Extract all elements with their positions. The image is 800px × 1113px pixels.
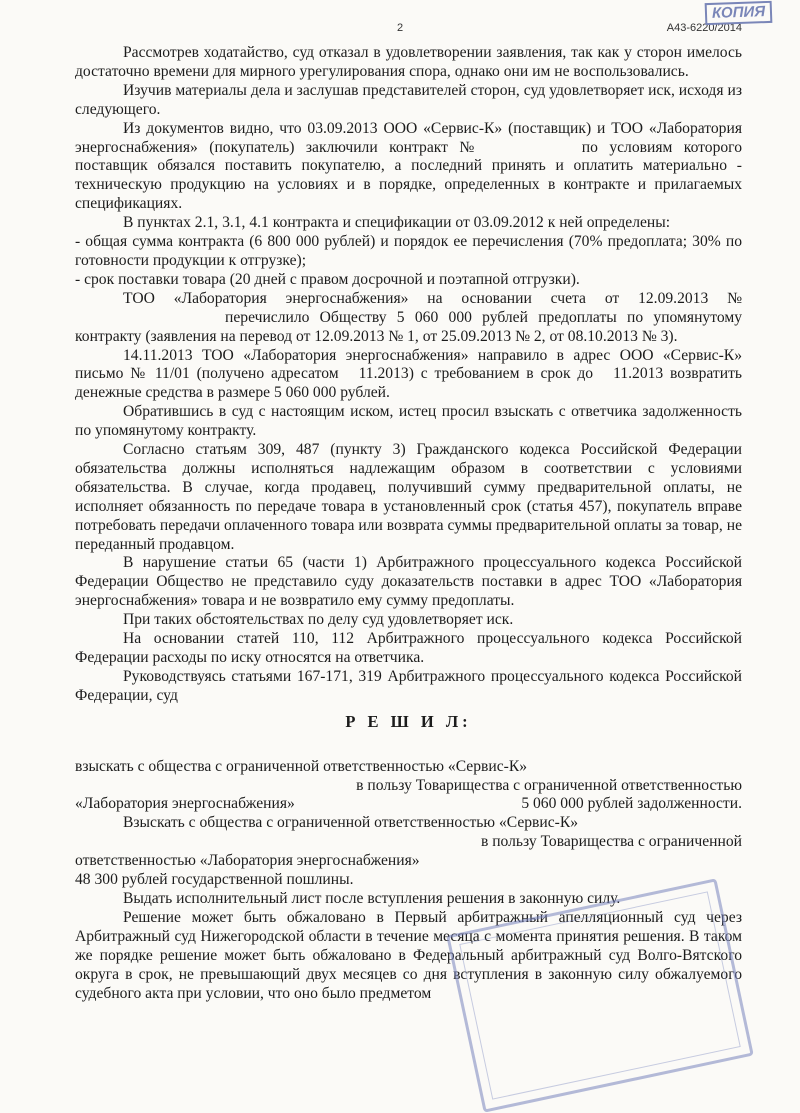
paragraph: Обратившись в суд с настоящим иском, истец просил взыскать с ответчика задолженность по упомянутому контракту. <box>75 403 742 440</box>
document-body <box>75 44 742 1003</box>
decision-line: Взыскать с общества с ограниченной ответственностью «Сервис-К» <box>123 814 579 832</box>
case-number: А43-6220/2014 <box>666 22 742 34</box>
paragraph <box>75 290 742 347</box>
paragraph: Согласно статьям 309, 487 (пункту 3) Гражданского кодекса Российской Федерации обязательства должны исполняться надлежащим образом в соответствии с условиями обязательства. В случае, когда продавец, получивший сумму предварительной оплаты, не исполняет обязанность по передаче товара в установленный срок (статья 457), покупатель вправе потребовать передачи оплаченного товара или возврата суммы предварительной оплаты за товар, не переданный продавцом. <box>75 441 742 553</box>
paragraph-part: ТОО «Лаборатория энергоснабжения» на основании счета от 12.09.2013 № <box>123 289 742 307</box>
paragraph-part: 11.2013) с требованием в срок до <box>358 365 594 383</box>
decision-line: в пользу Товарищества с ограниченной ответственностью <box>356 776 742 794</box>
decision-line: ответственностью «Лаборатория энергоснабжения» <box>75 852 420 870</box>
paragraph: Рассмотрев ходатайство, суд отказал в удовлетворении заявления, так как у сторон имелось достаточно времени для мирного урегулирования спора, однако они им не воспользовались. <box>75 44 742 80</box>
paragraph-part: 14.11.2013 ТОО «Лаборатория энергоснабжения» направило в адрес ООО «Сервис-К» письмо № 11/01 (получено адресатом <box>75 346 742 383</box>
paragraph <box>75 347 742 404</box>
page-number: 2 <box>396 22 404 34</box>
decision-line: в пользу Товарищества с ограниченной <box>480 833 742 851</box>
decision-line: взыскать с общества с ограниченной ответственностью «Сервис-К» <box>75 757 528 775</box>
paragraph: Руководствуясь статьями 167-171, 319 Арбитражного процессуального кодекса Российской Федерации, суд <box>75 667 742 704</box>
paragraph <box>75 120 742 215</box>
paragraph: Изучив материалы дела и заслушав представителей сторон, суд удовлетворяет иск, исходя из следующего. <box>75 81 742 118</box>
paragraph-part: по условиям которого поставщик обязался поставить покупателю, а последний принять и оплатить материально - техническую продукцию на условиях и в порядке, определенных в контракте и прилагаемых спецификациях. <box>75 138 742 213</box>
paragraph: В нарушение статьи 65 (части 1) Арбитражного процессуального кодекса Российской Федерации Общество не представило суду доказательств поставки в адрес ТОО «Лаборатория энергоснабжения» товара и не возвратило ему сумму предоплаты. <box>75 554 742 610</box>
paragraph-part: Из документов видно, что 03.09.2013 ООО «Сервис-К» (поставщик) и ТОО «Лаборатория энергоснабжения» (покупатель) заключили контракт № <box>75 119 742 156</box>
decision-part: «Лаборатория энергоснабжения» <box>75 795 295 813</box>
copy-stamp: КОПИЯ <box>704 1 772 25</box>
paragraph: - срок поставки товара (20 дней с правом досрочной и поэтапной отгрузки). <box>75 270 580 288</box>
decision-line: Выдать исполнительный лист после вступления решения в законную силу. <box>123 889 621 907</box>
paragraph-part: перечислило Обществу 5 060 000 рублей предоплаты по упомянутому контракту (заявления на перевод от 12.09.2013 № 1, от 25.09.2013 № 2, от 08.10.2013 № 3). <box>75 308 742 345</box>
decision-line <box>75 795 742 814</box>
decision-line: Решение может быть обжаловано в Первый арбитражный апелляционный суд через Арбитражный суд Нижегородской области в течение месяца с момента принятия решения. В таком же порядке решение может быть обжаловано в Федеральный арбитражный суд Волго-Вятского округа в срок, не превышающий двух месяцев со дня вступления в законную силу обжалуемого судебного акта при условии, что оно было предметом <box>75 908 742 1002</box>
decision-part: 5 060 000 рублей задолженности. <box>521 795 742 813</box>
decision-heading: Р Е Ш И Л: <box>345 711 472 731</box>
paragraph: - общая сумма контракта (6 800 000 рублей) и порядок ее перечисления (70% предоплата; 30% по готовности продукции к отгрузке); <box>75 233 742 269</box>
paragraph: При таких обстоятельствах по делу суд удовлетворяет иск. <box>123 611 514 629</box>
paragraph-part: 11.2013 возвратить денежные средства в размере 5 060 000 рублей. <box>75 365 743 402</box>
paragraph: В пунктах 2.1, 3.1, 4.1 контракта и спецификации от 03.09.2012 к ней определены: <box>123 214 671 232</box>
paragraph: На основании статей 110, 112 Арбитражного процессуального кодекса Российской Федерации расходы по иску относятся на ответчика. <box>75 630 742 666</box>
decision-line: 48 300 рублей государственной пошлины. <box>75 871 354 889</box>
